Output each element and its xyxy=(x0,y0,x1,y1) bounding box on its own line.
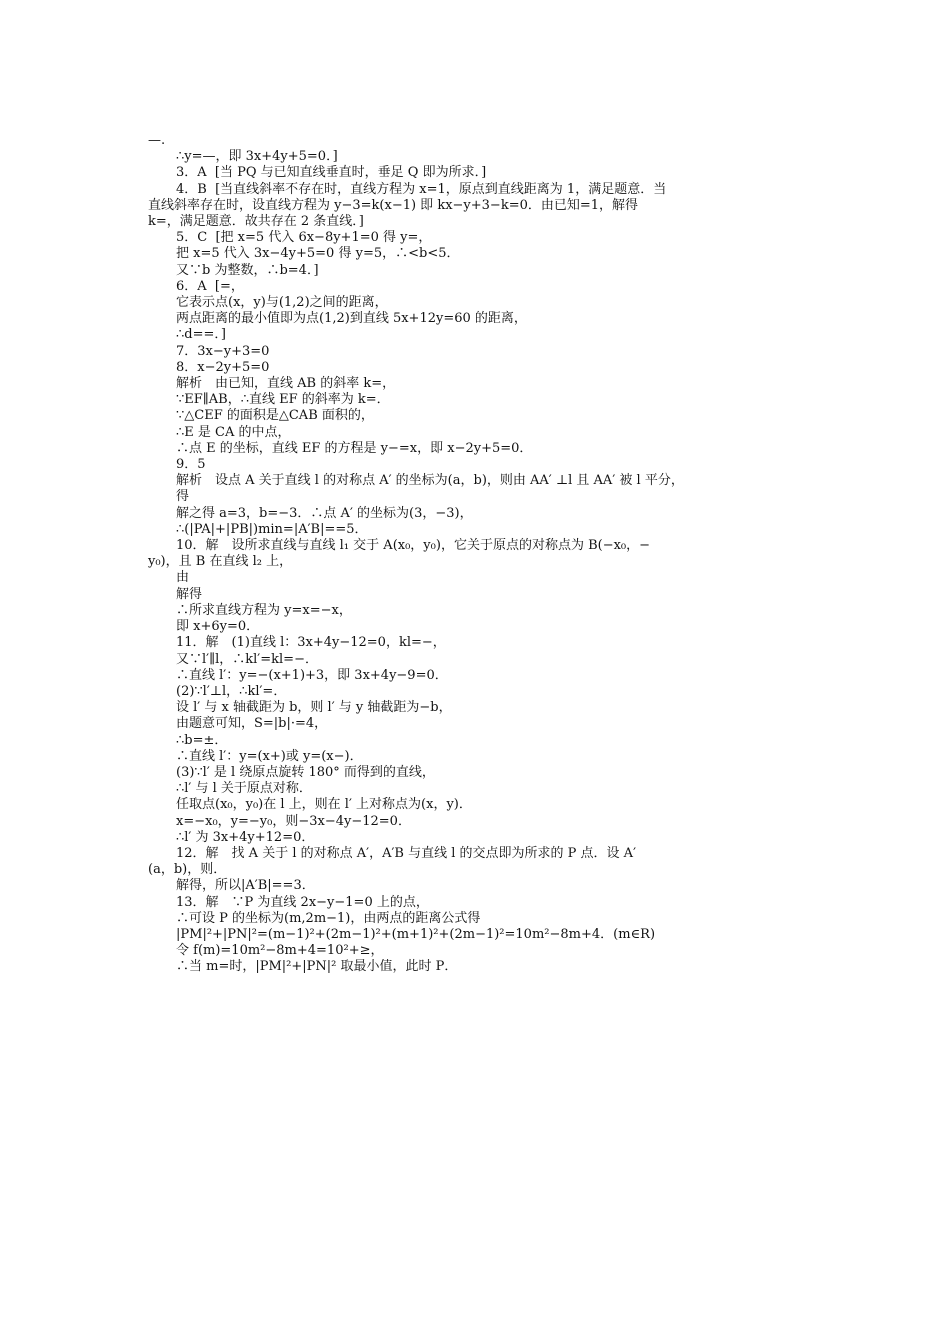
text-line: 由 xyxy=(176,570,190,586)
text-line: 直线斜率存在时，设直线方程为 y−3=k(x−1) 即 kx−y+3−k=0．由已知=1，解得 xyxy=(148,197,639,213)
text-line: ∴直线 l′：y=−(x+1)+3，即 3x+4y−9=0． xyxy=(176,667,448,683)
text-line: 8．x−2y+5=0 xyxy=(176,359,270,375)
text-line: 任取点(x₀，y₀)在 l 上，则在 l′ 上对称点为(x，y)． xyxy=(176,797,472,813)
text-line: —. xyxy=(148,133,166,148)
text-line: ∴l′ 为 3x+4y+12=0． xyxy=(176,829,315,845)
text-line: 3．A [当 PQ 与已知直线垂直时，垂足 Q 即为所求．] xyxy=(176,165,487,181)
text-line: ∴y=—，即 3x+4y+5=0．] xyxy=(176,149,338,165)
document-body xyxy=(148,133,828,976)
text-line: k=，满足题意．故共存在 2 条直线．] xyxy=(148,214,364,230)
text-line: x=−x₀，y=−y₀，则−3x−4y−12=0． xyxy=(176,813,411,829)
text-line: ∴l′ 与 l 关于原点对称． xyxy=(176,781,312,797)
text-line: (2)∵l′⊥l，∴kl′=． xyxy=(176,683,287,699)
text-line: 6．A [=， xyxy=(176,278,244,294)
text-line: 解析 由已知，直线 AB 的斜率 k=， xyxy=(176,376,396,392)
text-line: ∴当 m=时，|PM|²+|PN|² 取最小值，此时 P． xyxy=(176,959,458,975)
text-line: |PM|²+|PN|²=(m−1)²+(2m−1)²+(m+1)²+(2m−1)²=10m²−8m+4．(m∈R) xyxy=(176,926,656,942)
text-line: 又∵l′∥l，∴kl′=kl=−． xyxy=(176,651,318,667)
text-line: 由题意可知，S=|b|·=4， xyxy=(176,716,328,732)
text-line: 9．5 xyxy=(176,457,206,473)
text-line: 5．C [把 x=5 代入 6x−8y+1=0 得 y=， xyxy=(176,230,432,246)
text-line: 12．解 找 A 关于 l 的对称点 A′，A′B 与直线 l 的交点即为所求的 P 点．设 A′ xyxy=(176,845,637,861)
text-line: ∴d==．] xyxy=(176,327,226,343)
text-line: 13．解 ∵P 为直线 2x−y−1=0 上的点， xyxy=(176,894,429,910)
text-line: 设 l′ 与 x 轴截距为 b，则 l′ 与 y 轴截距为−b， xyxy=(176,700,452,716)
text-line: y₀)，且 B 在直线 l₂ 上， xyxy=(148,554,293,570)
text-line: ∴可设 P 的坐标为(m,2m−1)，由两点的距离公式得 xyxy=(176,910,481,926)
text-line: ∴(|PA|+|PB|)min=|A′B|==5． xyxy=(176,521,368,537)
text-line: 即 x+6y=0． xyxy=(176,619,260,635)
text-line: 解得 xyxy=(176,586,203,602)
text-line: ∴所求直线方程为 y=x=−x， xyxy=(176,602,352,618)
text-line: (a，b)，则． xyxy=(148,862,227,878)
text-line: 两点距离的最小值即为点(1,2)到直线 5x+12y=60 的距离， xyxy=(176,311,527,327)
text-line: 得 xyxy=(176,489,190,505)
text-line: 令 f(m)=10m²−8m+4=10²+≥， xyxy=(176,943,384,959)
text-line: ∴b=±． xyxy=(176,732,228,748)
text-line: ∴E 是 CA 的中点， xyxy=(176,424,291,440)
text-line: 4．B [当直线斜率不存在时，直线方程为 x=1，原点到直线距离为 1，满足题意．当 xyxy=(176,181,667,197)
text-line: ∴直线 l′：y=(x+)或 y=(x−)． xyxy=(176,748,363,764)
text-line: 解得，所以|A′B|==3． xyxy=(176,878,315,894)
text-line: 把 x=5 代入 3x−4y+5=0 得 y=5，∴<b<5． xyxy=(176,246,460,262)
text-line: (3)∵l′ 是 l 绕原点旋转 180° 而得到的直线， xyxy=(176,764,435,780)
text-line: 11．解 (1)直线 l：3x+4y−12=0，kl=−， xyxy=(176,635,446,651)
text-line: 10．解 设所求直线与直线 l₁ 交于 A(x₀，y₀)，它关于原点的对称点为 B(−x₀，− xyxy=(176,538,651,554)
text-line: 解析 设点 A 关于直线 l 的对称点 A′ 的坐标为(a，b)，则由 AA′ ⊥l 且 AA′ 被 l 平分， xyxy=(176,473,684,489)
text-line: 7．3x−y+3=0 xyxy=(176,343,270,359)
text-line: 解之得 a=3，b=−3．∴点 A′ 的坐标为(3，−3)， xyxy=(176,505,473,521)
text-line: 又∵b 为整数，∴b=4．] xyxy=(176,262,319,278)
text-line: 它表示点(x，y)与(1,2)之间的距离， xyxy=(176,295,388,311)
text-line: ∵EF∥AB，∴直线 EF 的斜率为 k=． xyxy=(176,392,390,408)
text-line: ∴点 E 的坐标，直线 EF 的方程是 y−=x，即 x−2y+5=0． xyxy=(176,440,533,456)
text-line: ∵△CEF 的面积是△CAB 面积的， xyxy=(176,408,374,424)
